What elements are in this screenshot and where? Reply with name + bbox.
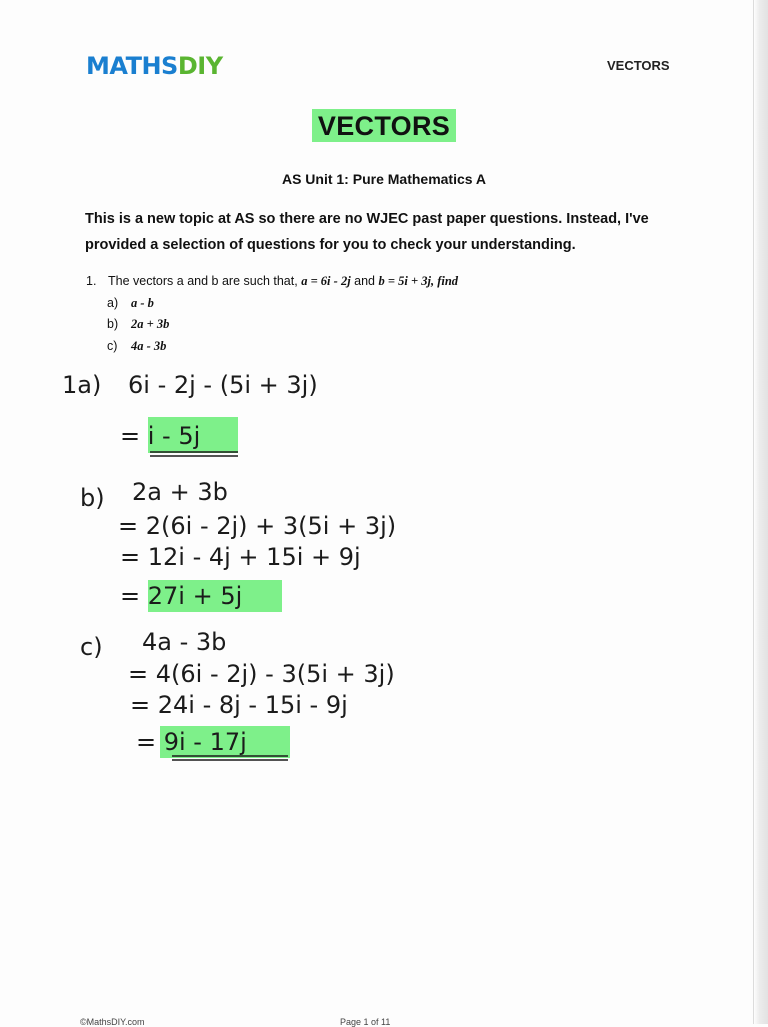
part-label: b) (107, 317, 119, 331)
logo-part-hs: HS (141, 52, 178, 80)
logo-part-mat: MAT (86, 52, 142, 80)
question-and: and (354, 274, 376, 288)
question-stem: The vectors a and b are such that, (108, 274, 298, 288)
part-label: a) (107, 295, 119, 310)
logo-part-diy: DIY (177, 52, 223, 80)
page-title: VECTORS (312, 109, 456, 142)
footer-page-number: Page 1 of 11 (340, 1017, 391, 1027)
working-a-label: 1a) (62, 371, 102, 399)
page-subtitle: AS Unit 1: Pure Mathematics A (281, 171, 487, 187)
working-c-line-2: = 4(6i - 2j) - 3(5i + 3j) (128, 660, 395, 688)
working-b-line-2: = 2(6i - 2j) + 3(5i + 3j) (118, 512, 397, 540)
part-expr: a - b (131, 295, 154, 310)
working-a-line-1: 6i - 2j - (5i + 3j) (128, 371, 318, 399)
working-b-answer: = 27i + 5j (120, 582, 243, 610)
part-expr: 2a + 3b (131, 317, 170, 331)
part-expr: 4a - 3b (131, 338, 167, 353)
working-c-line-3: = 24i - 8j - 15i - 9j (130, 691, 348, 719)
working-a-answer: = i - 5j (120, 422, 201, 450)
working-c-answer: = 9i - 17j (136, 728, 247, 756)
header-section-label: VECTORS (607, 58, 670, 73)
question-number: 1. (86, 274, 97, 288)
part-label: c) (107, 338, 118, 353)
intro-paragraph: This is a new topic at AS so there are no WJEC past paper questions. Instead, I've provided a selection of questions for you to check your understanding. (85, 211, 649, 253)
working-c-line-1: 4a - 3b (142, 628, 227, 656)
question-eq-a: a = 6i - 2j (301, 274, 351, 288)
working-b-label: b) (80, 484, 105, 512)
working-b-line-1: 2a + 3b (132, 478, 228, 506)
working-b-line-3: = 12i - 4j + 15i + 9j (120, 543, 361, 571)
working-c-label: c) (80, 633, 103, 661)
footer-copyright: ©MathsDIY.com (80, 1017, 145, 1027)
question-eq-b: b = 5i + 3j, find (378, 274, 459, 288)
